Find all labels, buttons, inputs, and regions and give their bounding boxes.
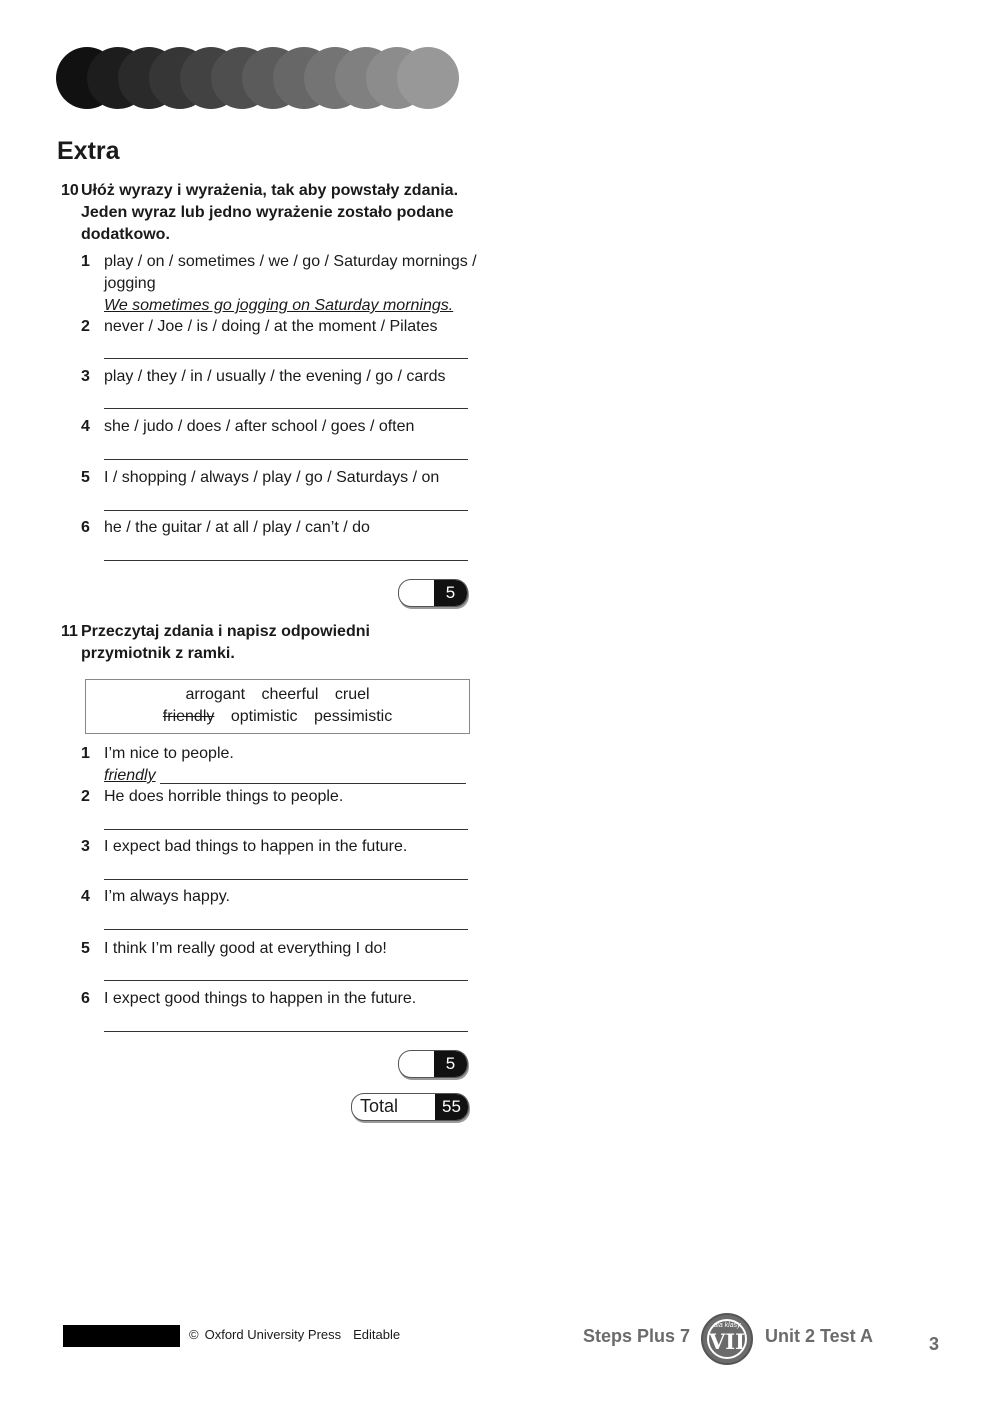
answer-line[interactable] (104, 829, 468, 830)
item-prompt: I’m nice to people. (104, 745, 234, 762)
item-prompt: He does horrible things to people. (104, 788, 344, 805)
class-badge (701, 1313, 753, 1365)
total-value: 55 (435, 1094, 468, 1120)
word-option: cheerful (261, 686, 319, 703)
answer-line[interactable] (104, 1031, 468, 1032)
item-number: 3 (81, 368, 90, 385)
exercise-11-item (81, 786, 481, 808)
exercise-instruction: Ułóż wyrazy i wyrażenia, tak aby powstały zdania. Jeden wyraz lub jedno wyrażenie zostało podane dodatkowo. (81, 182, 459, 243)
exercise-10-item (81, 251, 481, 295)
exercise-11-item (81, 743, 481, 765)
word-option-used: friendly (162, 708, 215, 725)
item-number: 5 (81, 940, 90, 957)
section-title: Extra (57, 137, 120, 165)
answer-line[interactable] (104, 510, 468, 511)
item-prompt: I expect good things to happen in the future. (104, 990, 417, 1007)
answer-line (160, 783, 466, 784)
exercise-11-heading (61, 621, 481, 665)
item-prompt: I’m always happy. (104, 888, 230, 905)
item-number: 1 (81, 253, 90, 270)
editable-label: Editable (353, 1327, 401, 1342)
header-circle (397, 47, 459, 109)
exercise-11-item (81, 988, 481, 1010)
word-option: arrogant (185, 686, 246, 703)
answer-line[interactable] (104, 929, 468, 930)
answer-line[interactable] (104, 980, 468, 981)
word-box (85, 679, 470, 734)
page-number: 3 (929, 1334, 940, 1354)
series-title: Steps Plus 7 (583, 1326, 691, 1346)
answer-line[interactable] (104, 358, 468, 359)
item-prompt: I think I’m really good at everything I do! (104, 940, 387, 957)
item-number: 5 (81, 469, 90, 486)
copyright-symbol: © (189, 1327, 199, 1342)
item-prompt: play / they / in / usually / the evening / go / cards (104, 368, 446, 385)
unit-title: Unit 2 Test A (765, 1326, 874, 1346)
item-prompt: never / Joe / is / doing / at the moment / Pilates (104, 318, 438, 335)
exercise-10-heading (61, 180, 481, 246)
word-option: pessimistic (313, 708, 393, 725)
exercise-number: 10 (61, 182, 79, 199)
exercise-instruction: Przeczytaj zdania i napisz odpowiedni przymiotnik z ramki. (81, 623, 370, 662)
example-answer: We sometimes go jogging on Saturday mornings. (104, 297, 454, 314)
item-prompt: I expect bad things to happen in the future. (104, 838, 408, 855)
score-box (398, 579, 468, 607)
item-number: 6 (81, 519, 90, 536)
header-circles-decoration (56, 47, 466, 111)
exercise-10-item (81, 416, 481, 438)
footer-black-bar (63, 1325, 180, 1347)
exercise-11-item (81, 886, 481, 908)
total-label: Total (360, 1096, 399, 1116)
item-number: 4 (81, 418, 90, 435)
example-answer-word: friendly (104, 767, 156, 784)
score-value: 5 (434, 1051, 467, 1077)
word-option: cruel (334, 686, 370, 703)
item-prompt: I / shopping / always / play / go / Saturdays / on (104, 469, 440, 486)
answer-line[interactable] (104, 459, 468, 460)
item-number: 2 (81, 318, 90, 335)
word-option: optimistic (230, 708, 298, 725)
score-box (398, 1050, 468, 1078)
footer-copyright (189, 1327, 412, 1342)
exercise-10-item (81, 517, 481, 539)
badge-roman-numeral: VII (709, 1329, 745, 1354)
answer-line[interactable] (104, 560, 468, 561)
exercise-11-item (81, 938, 481, 960)
total-score-box (351, 1093, 469, 1121)
exercise-10-item (81, 316, 481, 338)
item-number: 4 (81, 888, 90, 905)
item-number: 6 (81, 990, 90, 1007)
exercise-11-item (81, 836, 481, 858)
publisher: Oxford University Press (204, 1327, 342, 1342)
exercise-10-item (81, 467, 481, 489)
exercise-number: 11 (61, 623, 78, 640)
item-number: 2 (81, 788, 90, 805)
item-number: 1 (81, 745, 90, 762)
item-number: 3 (81, 838, 90, 855)
item-prompt: she / judo / does / after school / goes / often (104, 418, 415, 435)
badge-small-text: dla klasy (713, 1322, 741, 1329)
exercise-10-item (81, 366, 481, 388)
item-prompt: play / on / sometimes / we / go / Saturday mornings / jogging (104, 253, 477, 292)
item-prompt: he / the guitar / at all / play / can’t / do (104, 519, 370, 536)
score-value: 5 (434, 580, 467, 606)
answer-line[interactable] (104, 879, 468, 880)
answer-line[interactable] (104, 408, 468, 409)
